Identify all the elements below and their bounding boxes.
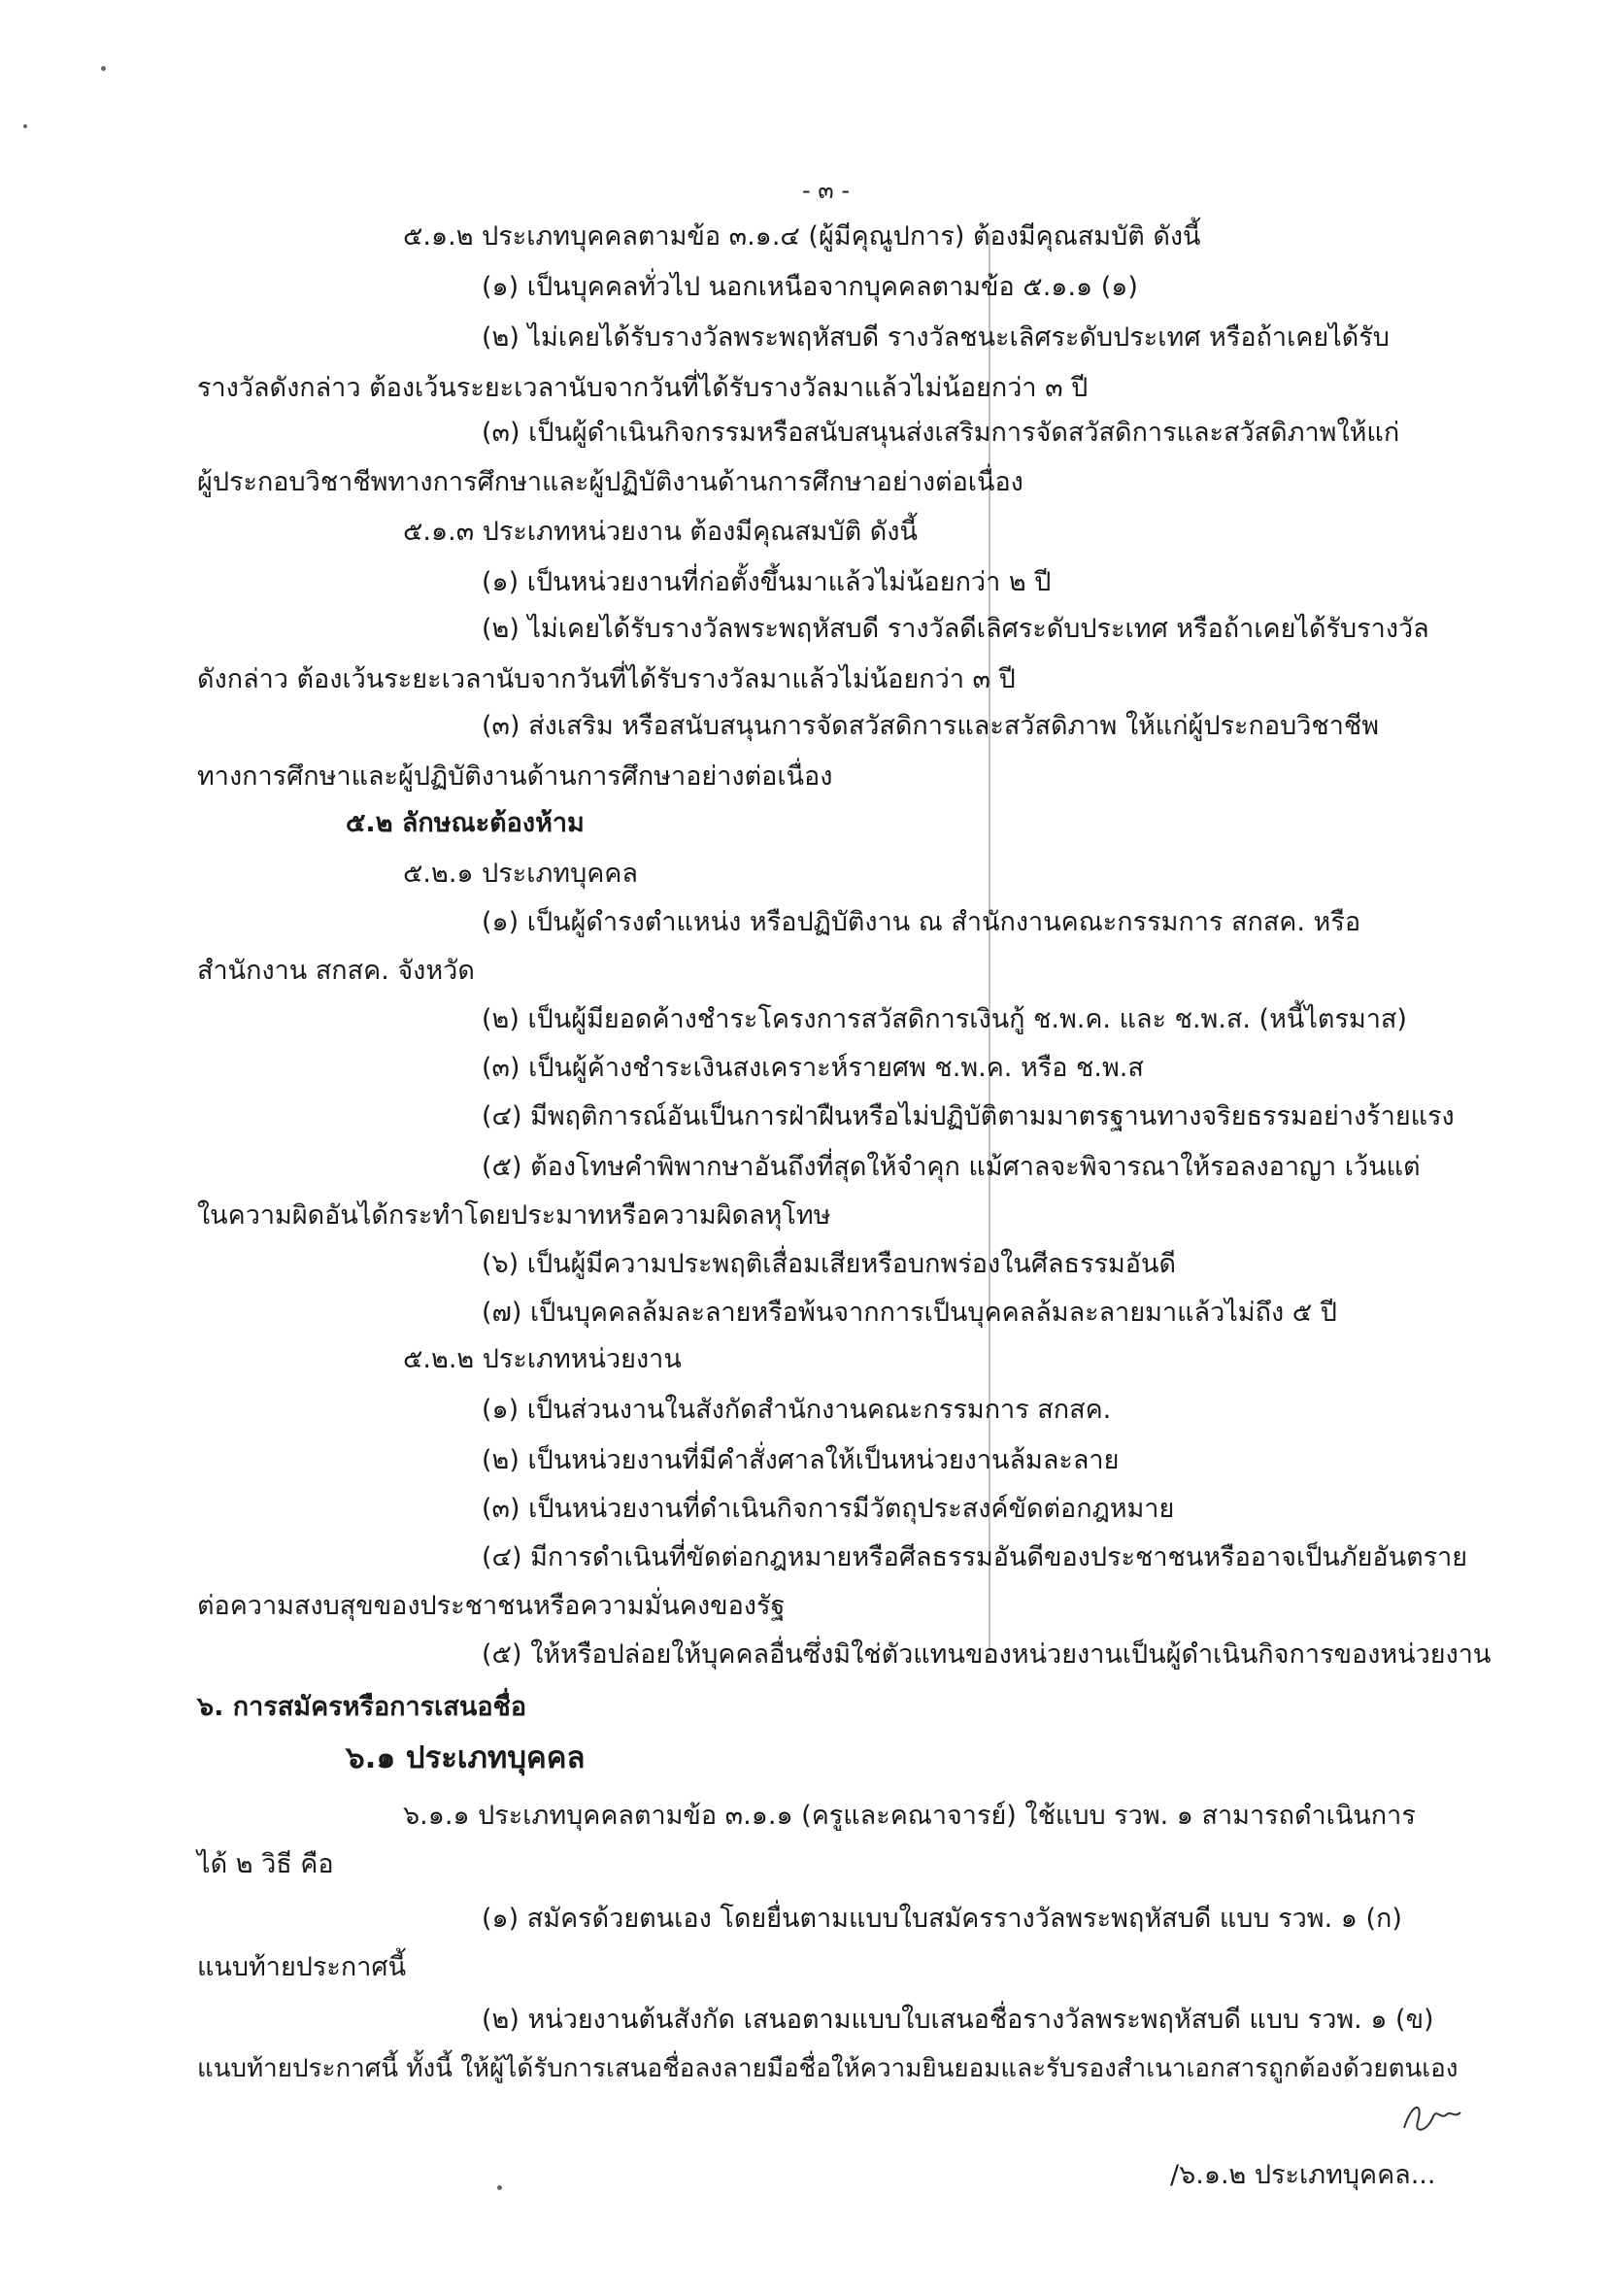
text-line: (๓) เป็นหน่วยงานที่ดำเนินกิจการมีวัตถุประสงค์ขัดต่อกฎหมาย bbox=[482, 1494, 1175, 1524]
text-line: (๓) เป็นผู้ค้างชำระเงินสงเคราะห์รายศพ ช.พ.ค. หรือ ช.พ.ส bbox=[482, 1053, 1144, 1083]
scan-speck bbox=[101, 66, 106, 71]
section-5-2-1: ๕.๒.๑ ประเภทบุคคล bbox=[403, 859, 638, 889]
next-page-reference: /๖.๑.๒ ประเภทบุคคล... bbox=[1170, 2160, 1436, 2190]
text-line: ในความผิดอันได้กระทำโดยประมาทหรือความผิดลหุโทษ bbox=[197, 1200, 831, 1231]
text-line: (๑) เป็นบุคคลทั่วไป นอกเหนือจากบุคคลตามข้อ ๕.๑.๑ (๑) bbox=[482, 272, 1138, 302]
text-line: (๓) ส่งเสริม หรือสนับสนุนการจัดสวัสดิการและสวัสดิภาพ ให้แก่ผู้ประกอบวิชาชีพ bbox=[482, 711, 1379, 741]
text-line: แนบท้ายประกาศนี้ bbox=[197, 1952, 407, 1982]
text-line: สำนักงาน สกสค. จังหวัด bbox=[197, 956, 475, 986]
text-line: (๑) สมัครด้วยตนเอง โดยยื่นตามแบบใบสมัครรางวัลพระพฤหัสบดี แบบ รวพ. ๑ (ก) bbox=[482, 1904, 1402, 1934]
text-line: ผู้ประกอบวิชาชีพทางการศึกษาและผู้ปฏิบัติงานด้านการศึกษาอย่างต่อเนื่อง bbox=[197, 467, 1023, 497]
text-line: (๔) มีพฤติการณ์อันเป็นการฝ่าฝืนหรือไม่ปฏิบัติตามมาตรฐานทางจริยธรรมอย่างร้ายแรง bbox=[482, 1101, 1455, 1131]
text-line: แนบท้ายประกาศนี้ ทั้งนี้ ให้ผู้ได้รับการเสนอชื่อลงลายมือชื่อให้ความยินยอมและรับรองสำเนาเอกสารถูกต้องด้วยตนเอง bbox=[197, 2054, 1459, 2083]
text-line: ดังกล่าว ต้องเว้นระยะเวลานับจากวันที่ได้รับรางวัลมาแล้วไม่น้อยกว่า ๓ ปี bbox=[197, 664, 1016, 694]
scan-speck bbox=[23, 124, 27, 128]
text-line: (๔) มีการดำเนินที่ขัดต่อกฎหมายหรือศีลธรรมอันดีของประชาชนหรืออาจเป็นภัยอันตราย bbox=[482, 1542, 1468, 1572]
text-line: (๖) เป็นผู้มีความประพฤติเสื่อมเสียหรือบกพร่องในศีลธรรมอันดี bbox=[482, 1249, 1176, 1279]
text-line: (๒) ไม่เคยได้รับรางวัลพระพฤหัสบดี รางวัลดีเลิศระดับประเทศ หรือถ้าเคยได้รับรางวัล bbox=[482, 614, 1429, 644]
text-line: (๑) เป็นหน่วยงานที่ก่อตั้งขึ้นมาแล้วไม่น้อยกว่า ๒ ปี bbox=[482, 567, 1052, 597]
section-6-1-heading: ๖.๑ ประเภทบุคคล bbox=[346, 1740, 586, 1775]
text-line: (๓) เป็นผู้ดำเนินกิจกรรมหรือสนับสนุนส่งเสริมการจัดสวัสดิการและสวัสดิภาพให้แก่ bbox=[482, 418, 1400, 448]
text-line: ได้ ๒ วิธี คือ bbox=[197, 1849, 334, 1879]
signature-mark bbox=[1398, 2093, 1466, 2142]
scan-speck bbox=[497, 2185, 502, 2190]
text-line: (๒) ไม่เคยได้รับรางวัลพระพฤหัสบดี รางวัลชนะเลิศระดับประเทศ หรือถ้าเคยได้รับ bbox=[482, 322, 1390, 353]
text-line: (๒) เป็นหน่วยงานที่มีคำสั่งศาลให้เป็นหน่วยงานล้มละลาย bbox=[482, 1445, 1120, 1475]
text-line: (๒) หน่วยงานต้นสังกัด เสนอตามแบบใบเสนอชื่อรางวัลพระพฤหัสบดี แบบ รวพ. ๑ (ข) bbox=[482, 2005, 1434, 2035]
page-number: - ๓ - bbox=[802, 177, 850, 204]
section-5-2-heading: ๕.๒ ลักษณะต้องห้าม bbox=[346, 808, 585, 838]
text-line: (๕) ให้หรือปล่อยให้บุคคลอื่นซึ่งมิใช่ตัวแทนของหน่วยงานเป็นผู้ดำเนินกิจการของหน่วยงาน bbox=[482, 1639, 1492, 1670]
section-6-1-1: ๖.๑.๑ ประเภทบุคคลตามข้อ ๓.๑.๑ (ครูและคณาจารย์) ใช้แบบ รวพ. ๑ สามารถดำเนินการ bbox=[403, 1801, 1416, 1831]
text-line: ต่อความสงบสุขของประชาชนหรือความมั่นคงของรัฐ bbox=[197, 1591, 786, 1621]
text-line: (๕) ต้องโทษคำพิพากษาอันถึงที่สุดให้จำคุก แม้ศาลจะพิจารณาให้รอลงอาญา เว้นแต่ bbox=[482, 1152, 1421, 1182]
text-line: (๒) เป็นผู้มียอดค้างชำระโครงการสวัสดิการเงินกู้ ช.พ.ค. และ ช.พ.ส. (หนี้ไตรมาส) bbox=[482, 1004, 1407, 1034]
text-line: (๑) เป็นส่วนงานในสังกัดสำนักงานคณะกรรมการ สกสค. bbox=[482, 1395, 1112, 1425]
text-line: รางวัลดังกล่าว ต้องเว้นระยะเวลานับจากวันที่ได้รับรางวัลมาแล้วไม่น้อยกว่า ๓ ปี bbox=[197, 373, 1089, 403]
text-line: ทางการศึกษาและผู้ปฏิบัติงานด้านการศึกษาอย่างต่อเนื่อง bbox=[197, 761, 833, 792]
section-5-2-2: ๕.๒.๒ ประเภทหน่วยงาน bbox=[403, 1344, 682, 1374]
text-line: (๗) เป็นบุคคลล้มละลายหรือพ้นจากการเป็นบุคคลล้มละลายมาแล้วไม่ถึง ๕ ปี bbox=[482, 1298, 1337, 1328]
text-line: (๑) เป็นผู้ดำรงตำแหน่ง หรือปฏิบัติงาน ณ สำนักงานคณะกรรมการ สกสค. หรือ bbox=[482, 907, 1361, 937]
section-5-1-3: ๕.๑.๓ ประเภทหน่วยงาน ต้องมีคุณสมบัติ ดังนี้ bbox=[403, 517, 918, 547]
section-6-heading: ๖. การสมัครหรือการเสนอชื่อ bbox=[197, 1692, 527, 1722]
section-5-1-2: ๕.๑.๒ ประเภทบุคคลตามข้อ ๓.๑.๔ (ผู้มีคุณูปการ) ต้องมีคุณสมบัติ ดังนี้ bbox=[403, 221, 1201, 252]
